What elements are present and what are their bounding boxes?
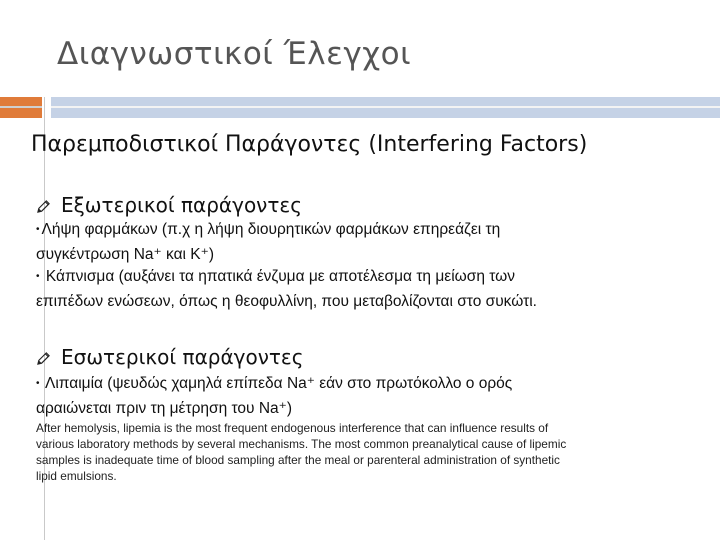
bullet-line	[36, 218, 691, 243]
bullet-text: Λιπαιμία (ψευδώς χαμηλά επίπεδα Na⁺ εάν στο πρωτόκολλο ο ορός	[44, 375, 513, 392]
section-heading-text: Εξωτερικοί παράγοντες	[61, 193, 302, 217]
bullet-text: Λήψη φαρμάκων (π.χ η λήψη διουρητικών φαρμάκων επηρεάζει τη	[41, 221, 501, 238]
title-rule	[0, 97, 720, 119]
pencil-icon	[36, 199, 51, 214]
slide-subtitle: Παρεμποδιστικοί Παράγοντες (Interfering Factors)	[31, 132, 588, 157]
bullet-smoking	[36, 265, 691, 313]
bullet-line	[36, 265, 691, 290]
section-heading-external	[36, 193, 302, 217]
bullet-marker: •	[36, 224, 40, 235]
bullet-line	[36, 372, 691, 397]
section-heading-internal	[36, 345, 303, 369]
section-heading-text: Εσωτερικοί παράγοντες	[61, 345, 304, 369]
bullet-lipemia	[36, 372, 691, 420]
note-line: After hemolysis, lipemia is the most frequent endogenous interference that can influence results of	[36, 421, 549, 435]
pencil-icon	[36, 351, 51, 366]
note-line: lipid emulsions.	[36, 469, 117, 483]
slide-title: Διαγνωστικοί Έλεγχοι	[57, 36, 412, 72]
note-line: samples is inadequate time of blood sampling after the meal or parenteral administration of synthetic	[36, 453, 560, 467]
rule-accent-line	[0, 106, 42, 108]
bullet-text: Κάπνισμα (αυξάνει τα ηπατικά ένζυμα με αποτέλεσμα τη μείωση των	[45, 268, 515, 285]
lipemia-note	[36, 420, 686, 484]
note-line: various laboratory methods by several mechanisms. The most common preanalytical cause of lipemic	[36, 437, 567, 451]
bullet-marker: •	[36, 271, 40, 282]
bullet-medication	[36, 218, 691, 266]
bullet-marker: •	[36, 378, 40, 389]
bullet-line: συγκέντρωση Na⁺ και K⁺)	[36, 246, 214, 263]
rule-bar-line	[51, 106, 720, 108]
bullet-line: επιπέδων ενώσεων, όπως η θεοφυλλίνη, που μεταβολίζονται στο συκώτι.	[36, 293, 537, 310]
bullet-line: αραιώνεται πριν τη μέτρηση του Na⁺)	[36, 400, 292, 417]
